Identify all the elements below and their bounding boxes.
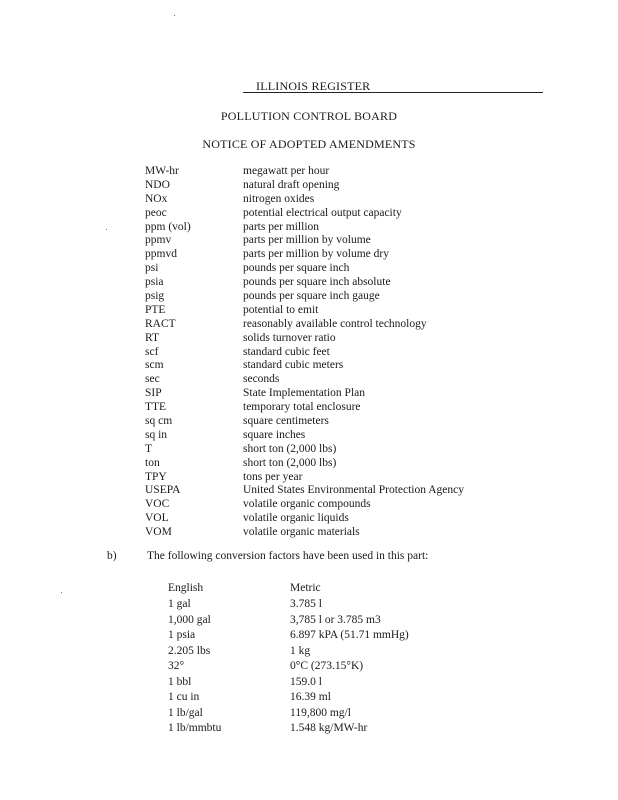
abbreviation-term: psi (145, 262, 159, 275)
abbreviation-row (145, 512, 505, 526)
abbreviation-row (145, 498, 505, 512)
abbreviation-term: ppmvd (145, 248, 177, 261)
conversion-row (168, 628, 498, 644)
scan-speck (61, 592, 62, 593)
metric-unit: 159.0 l (290, 675, 322, 688)
abbreviation-definition: square centimeters (243, 415, 329, 428)
register-title: ILLINOIS REGISTER (256, 79, 371, 93)
abbreviation-term: psig (145, 290, 165, 303)
abbreviation-term: TPY (145, 470, 167, 483)
abbreviation-term: scm (145, 359, 164, 372)
abbreviation-definition: parts per million (243, 220, 320, 233)
abbreviation-term: sec (145, 373, 160, 386)
abbreviation-list (145, 165, 505, 540)
abbreviation-definition: volatile organic liquids (243, 512, 349, 525)
abbreviation-row (145, 373, 505, 387)
abbreviation-row (145, 179, 505, 193)
conversion-row (168, 659, 498, 675)
abbreviation-row (145, 207, 505, 221)
abbreviation-row (145, 346, 505, 360)
conversion-row (168, 721, 498, 737)
abbreviation-term: sq in (145, 428, 168, 441)
abbreviation-term: ppmv (145, 234, 172, 247)
metric-unit: 16.39 ml (290, 691, 331, 703)
english-unit: 1,000 gal (168, 613, 211, 626)
abbreviation-definition: tons per year (243, 470, 303, 483)
conversion-row (168, 706, 498, 722)
english-unit: 1 cu in (168, 691, 200, 703)
abbreviation-definition: standard cubic feet (243, 345, 330, 358)
subsection-b (107, 550, 428, 562)
abbreviation-row (145, 290, 505, 304)
abbreviation-definition: seconds (243, 373, 280, 386)
abbreviation-row (145, 304, 505, 318)
abbreviation-row (145, 248, 505, 262)
conversion-table (168, 580, 498, 737)
abbreviation-term: VOM (145, 526, 172, 539)
abbreviation-term: TTE (145, 401, 167, 414)
abbreviation-term: RACT (145, 317, 176, 330)
abbreviation-term: PTE (145, 303, 166, 316)
abbreviation-row (145, 387, 505, 401)
abbreviation-term: scf (145, 345, 159, 358)
conversion-row (168, 597, 498, 613)
abbreviation-row (145, 415, 505, 429)
abbreviation-row (145, 359, 505, 373)
abbreviation-definition: volatile organic materials (243, 526, 360, 539)
metric-unit: 3.785 l (290, 598, 322, 610)
subsection-letter: b) (107, 550, 117, 562)
english-unit: 1 gal (168, 598, 191, 610)
conversion-rows (168, 597, 498, 737)
scan-speck (106, 229, 107, 230)
abbreviation-definition: short ton (2,000 lbs) (243, 456, 337, 469)
abbreviation-term: SIP (145, 387, 162, 400)
abbreviation-term: VOC (145, 498, 170, 511)
abbreviation-definition: solids turnover ratio (243, 331, 336, 344)
abbreviation-definition: megawatt per hour (243, 165, 330, 177)
english-unit: 2.205 lbs (168, 644, 211, 657)
conversion-row (168, 644, 498, 660)
abbreviation-row (145, 484, 505, 498)
abbreviation-term: NOx (145, 192, 168, 205)
notice-title: NOTICE OF ADOPTED AMENDMENTS (202, 137, 416, 151)
english-unit: 1 psia (168, 629, 196, 641)
conversion-row (168, 613, 498, 629)
board-title: POLLUTION CONTROL BOARD (220, 109, 398, 123)
abbreviation-definition: short ton (2,000 lbs) (243, 442, 337, 455)
abbreviation-row (145, 471, 505, 485)
abbreviation-row (145, 457, 505, 471)
abbreviation-row (145, 262, 505, 276)
abbreviation-definition: United States Environmental Protection Agency (243, 484, 465, 497)
abbreviation-term: ton (145, 456, 160, 469)
english-column-header: English (168, 582, 204, 594)
metric-unit: 1 kg (290, 644, 311, 657)
abbreviation-term: peoc (145, 206, 167, 219)
metric-unit: 1.548 kg/MW-hr (290, 722, 368, 734)
abbreviation-definition: nitrogen oxides (243, 192, 315, 205)
abbreviation-row (145, 193, 505, 207)
metric-unit: 6.897 kPA (51.71 mmHg) (290, 629, 409, 641)
abbreviation-row (145, 234, 505, 248)
english-unit: 1 lb/mmbtu (168, 722, 222, 734)
abbreviation-row (145, 429, 505, 443)
abbreviation-row (145, 318, 505, 332)
english-unit: 1 lb/gal (168, 706, 203, 719)
abbreviation-definition: standard cubic meters (243, 359, 344, 372)
abbreviation-definition: square inches (243, 428, 306, 441)
abbreviation-row (145, 526, 505, 540)
english-unit: 32° (168, 660, 185, 672)
abbreviation-term: sq cm (145, 415, 173, 428)
abbreviation-definition: reasonably available control technology (243, 317, 427, 330)
metric-column-header: Metric (290, 582, 321, 594)
abbreviation-definition: pounds per square inch gauge (243, 290, 380, 303)
abbreviation-definition: pounds per square inch (243, 262, 350, 275)
abbreviation-term: RT (145, 331, 160, 344)
scan-speck (174, 15, 175, 16)
abbreviation-definition: natural draft opening (243, 178, 340, 191)
conversion-row (168, 675, 498, 691)
abbreviation-row (145, 332, 505, 346)
english-unit: 1 bbl (168, 675, 192, 688)
abbreviation-definition: pounds per square inch absolute (243, 276, 391, 289)
metric-unit: 119,800 mg/l (290, 706, 351, 719)
abbreviation-term: NDO (145, 178, 170, 191)
metric-unit: 0°C (273.15°K) (290, 660, 364, 672)
conversion-header-row (168, 580, 498, 597)
register-underline (243, 92, 543, 93)
abbreviation-definition: temporary total enclosure (243, 401, 361, 414)
abbreviation-row (145, 165, 505, 179)
abbreviation-row (145, 221, 505, 235)
abbreviation-definition: potential electrical output capacity (243, 206, 402, 219)
abbreviation-term: psia (145, 276, 164, 289)
abbreviation-definition: parts per million by volume (243, 234, 371, 247)
abbreviation-term: USEPA (145, 484, 181, 497)
abbreviation-row (145, 401, 505, 415)
subsection-text: The following conversion factors have been used in this part: (147, 550, 429, 562)
abbreviation-row (145, 276, 505, 290)
abbreviation-definition: State Implementation Plan (243, 387, 366, 400)
abbreviation-definition: potential to emit (243, 303, 319, 316)
abbreviation-definition: volatile organic compounds (243, 498, 371, 511)
abbreviation-term: T (145, 442, 153, 455)
abbreviation-definition: parts per million by volume dry (243, 248, 389, 261)
conversion-row (168, 690, 498, 706)
abbreviation-term: VOL (145, 512, 169, 525)
abbreviation-term: ppm (vol) (145, 220, 191, 233)
abbreviation-term: MW-hr (145, 165, 179, 177)
abbreviation-row (145, 443, 505, 457)
metric-unit: 3,785 l or 3.785 m3 (290, 613, 381, 626)
